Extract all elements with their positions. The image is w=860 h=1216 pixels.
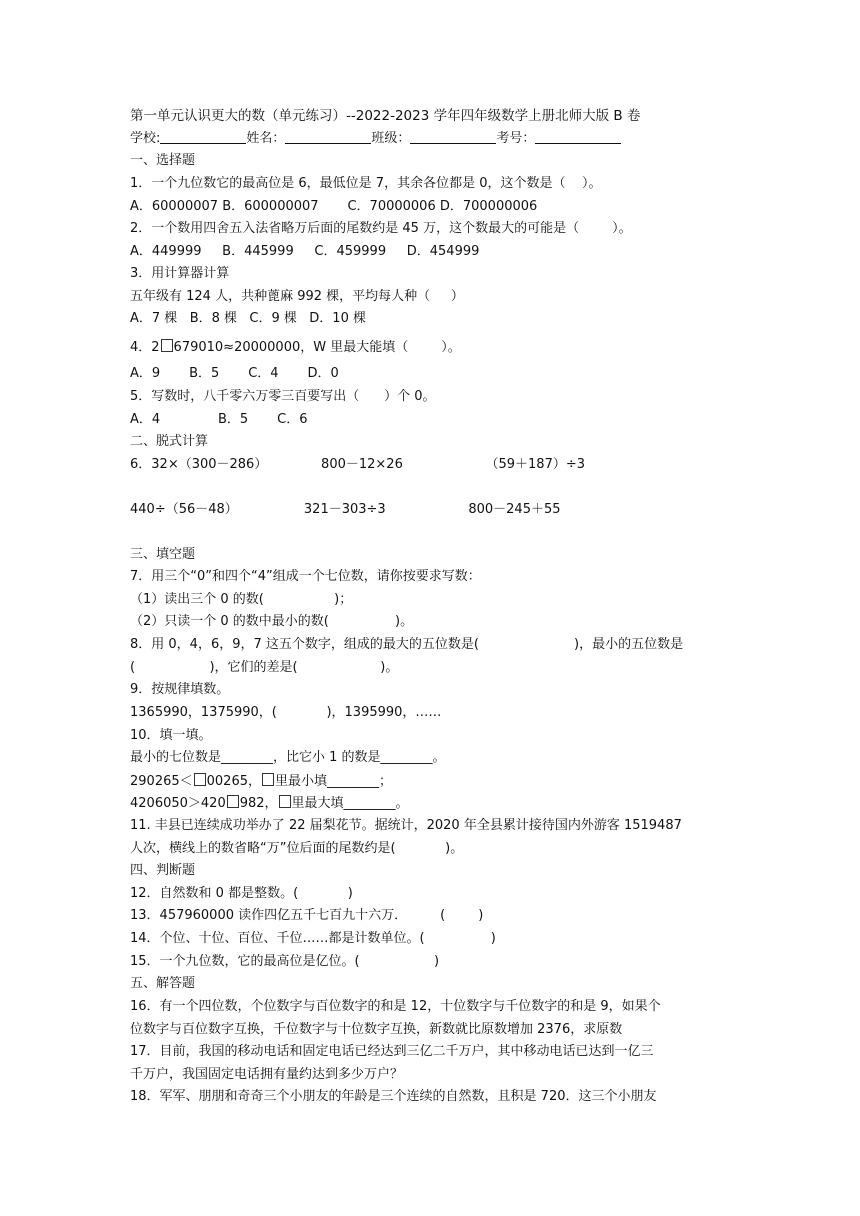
question-17-cont: 千万户，我国固定电话拥有量约达到多少万户？ <box>130 1067 404 1082</box>
question-16: 16．有一个四位数，个位数字与百位数字的和是 12，十位数字与千位数字的和是 9，如果个 <box>130 999 661 1014</box>
question-2: 2．一个数用四舍五入法省略万后面的尾数约是 45 万，这个数最大的可能是（ ）。 <box>130 221 632 236</box>
question-7-part-1: （1）读出三个 0 的数( )； <box>130 592 353 607</box>
question-1: 1．一个九位数它的最高位是 6，最低位是 7，其余各位都是 0，这个数是（ ）。 <box>130 176 602 191</box>
question-4-rest: 679010≈20000000，W 里最大能填（ ）。 <box>173 340 461 355</box>
q10b-text: 290265＜ <box>130 774 193 789</box>
question-5-options: A．4 B．5 C．6 <box>130 412 308 427</box>
question-8: 8．用 0，4，6，9，7 这五个数字，组成的最大的五位数是( )，最小的五位数是 <box>130 637 684 652</box>
question-1-options: A．60000007 B．600000007 C．70000006 D．700000006 <box>130 199 538 214</box>
q10c-text: 里最大填________。 <box>291 796 409 811</box>
question-10-part-2 <box>130 773 392 790</box>
question-3-options: A．7 棵 B．8 棵 C．9 棵 D．10 棵 <box>130 311 366 326</box>
question-13: 13．457960000 读作四亿五千七百九十六万． ( ) <box>130 908 484 923</box>
blank-square-icon <box>194 773 206 786</box>
blank-square-icon <box>227 795 239 808</box>
question-17: 17．目前，我国的移动电话和固定电话已经达到三亿二千万户，其中移动电话已达到一亿三 <box>130 1044 654 1059</box>
q10c-text: 982， <box>239 796 278 811</box>
name-label: 姓名： <box>246 131 286 146</box>
question-2-options: A．449999 B．445999 C．459999 D．454999 <box>130 244 480 259</box>
section-heading: 四、判断题 <box>130 863 196 878</box>
question-6-row-1: 6．32×（300－286） 800－12×26 （59＋187）÷3 <box>130 457 586 472</box>
blank-square-icon <box>279 795 291 808</box>
class-blank[interactable] <box>410 130 496 144</box>
question-7-part-2: （2）只读一个 0 的数中最小的数( )。 <box>130 614 414 629</box>
school-label: 学校: <box>130 131 161 146</box>
q10b-text: 00265， <box>206 774 261 789</box>
question-16-cont: 位数字与百位数字互换，千位数字与十位数字互换，新数就比原数增加 2376，求原数 <box>130 1022 623 1037</box>
question-10: 10．填一填。 <box>130 728 212 743</box>
question-15: 15．一个九位数，它的最高位是亿位。( ) <box>130 954 440 969</box>
question-3-body: 五年级有 124 人，共种蓖麻 992 棵，平均每人种（ ） <box>130 289 464 304</box>
question-5: 5．写数时，八千零六万零三百要写出（ ）个 0。 <box>130 389 436 404</box>
question-12: 12．自然数和 0 都是整数。( ) <box>130 886 353 901</box>
question-11: 11. 丰县已连续成功举办了 22 届梨花节。据统计，2020 年全县累计接待国内外游客 1519487 <box>130 818 682 833</box>
exam-number-label: 考号： <box>496 131 536 146</box>
question-7: 7．用三个“0”和四个“4”组成一个七位数，请你按要求写数： <box>130 569 481 584</box>
section-heading: 三、填空题 <box>130 547 196 562</box>
question-8-cont: ( )，它们的差是( )。 <box>130 660 399 675</box>
page-title: 第一单元认识更大的数（单元练习）--2022-2023 学年四年级数学上册北师大版 B 卷 <box>130 108 641 124</box>
question-11-cont: 人次，横线上的数省略“万”位后面的尾数约是( )。 <box>130 841 464 856</box>
question-9-sequence: 1365990，1375990，( )，1395990，…… <box>130 705 442 720</box>
class-label: 班级： <box>371 131 411 146</box>
q10b-text: 里最小填________； <box>275 774 393 789</box>
blank-square-icon <box>161 339 173 352</box>
section-heading: 二、脱式计算 <box>130 434 209 449</box>
question-10-part-1: 最小的七位数是________，比它小 1 的数是________。 <box>130 750 446 765</box>
question-10-part-3 <box>130 795 409 812</box>
question-4 <box>130 339 461 356</box>
question-4-options: A．9 B．5 C．4 D．0 <box>130 366 339 381</box>
question-6-row-2: 440÷（56－48） 321－303÷3 800－245＋55 <box>130 502 561 517</box>
question-3: 3．用计算器计算 <box>130 266 230 281</box>
question-18: 18．军军、朋朋和奇奇三个小朋友的年龄是三个连续的自然数，且积是 720．这三个小朋友 <box>130 1089 657 1104</box>
school-blank[interactable] <box>160 130 246 144</box>
section-heading: 五、解答题 <box>130 976 196 991</box>
question-14: 14．个位、十位、百位、千位……都是计数单位。( ) <box>130 931 496 946</box>
exam-number-blank[interactable] <box>535 130 621 144</box>
name-blank[interactable] <box>285 130 371 144</box>
q10c-text: 4206050＞420 <box>130 796 226 811</box>
question-9: 9．按规律填数。 <box>130 682 230 697</box>
section-heading: 一、选择题 <box>130 153 196 168</box>
blank-square-icon <box>262 773 274 786</box>
question-4-start: 4．2 <box>130 340 160 355</box>
student-info-row <box>130 130 621 147</box>
